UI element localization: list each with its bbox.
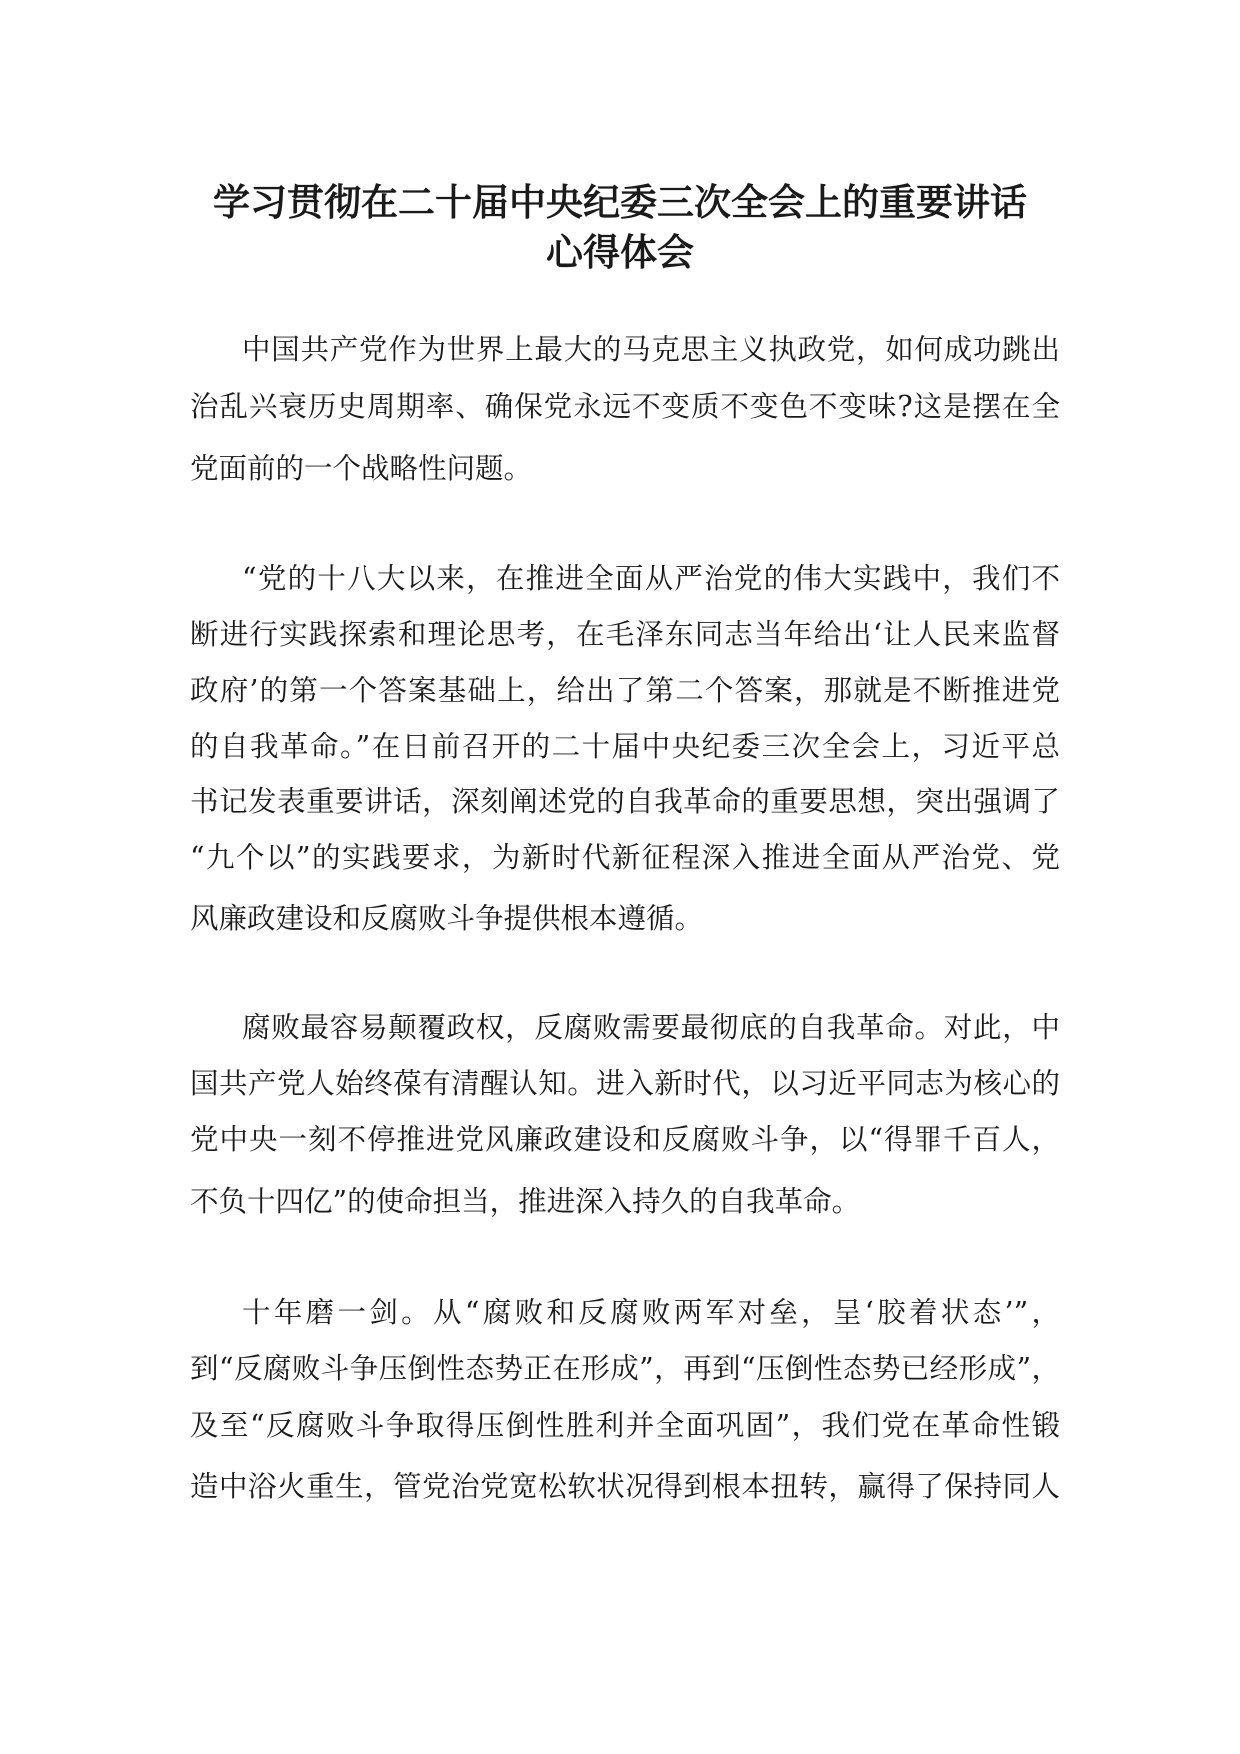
paragraph-line: 腐败最容易颠覆政权，反腐败需要最彻底的自我革命。对此，中 (242, 1011, 1060, 1044)
paragraph-line: 中国共产党作为世界上最大的马克思主义执政党，如何成功跳出 (242, 333, 1060, 366)
paragraph-line: 风廉政建设和反腐败斗争提供根本遵循。 (190, 902, 704, 935)
paragraph-line: 治乱兴衰历史周期率、确保党永远不变质不变色不变味?这是摆在全 (190, 390, 1060, 423)
paragraph-line: 的自我革命。”在日前召开的二十届中央纪委三次全会上，习近平总 (190, 730, 1060, 763)
paragraph-line: 政府’的第一个答案基础上，给出了第二个答案，那就是不断推进党 (190, 674, 1060, 707)
paragraph-line: 到“反腐败斗争压倒性态势正在形成”，再到“压倒性态势已经形成”， (190, 1352, 1060, 1385)
paragraph-line: 党中央一刻不停推进党风廉政建设和反腐败斗争，以“得罪千百人， (190, 1123, 1060, 1156)
paragraph-line: 书记发表重要讲话，深刻阐述党的自我革命的重要思想，突出强调了 (190, 785, 1060, 818)
paragraph-line: 造中浴火重生，管党治党宽松软状况得到根本扭转，赢得了保持同人 (190, 1470, 1060, 1503)
paragraph-line: “九个以”的实践要求，为新时代新征程深入推进全面从严治党、党 (190, 841, 1060, 874)
document-title-line-1: 学习贯彻在二十届中央纪委三次全会上的重要讲话 (213, 181, 1027, 224)
paragraph-line: “党的十八大以来，在推进全面从严治党的伟大实践中，我们不 (242, 562, 1060, 595)
paragraph-line: 断进行实践探索和理论思考，在毛泽东同志当年给出‘让人民来监督 (190, 618, 1060, 651)
document-title-line-2: 心得体会 (546, 231, 694, 274)
paragraph-line: 十年磨一剑。从“腐败和反腐败两军对垒，呈‘胶着状态’”， (242, 1296, 1060, 1329)
paragraph-line: 及至“反腐败斗争取得压倒性胜利并全面巩固”，我们党在革命性锻 (190, 1409, 1060, 1442)
paragraph-line: 党面前的一个战略性问题。 (190, 452, 533, 485)
paragraph-line: 不负十四亿”的使命担当，推进深入持久的自我革命。 (190, 1185, 861, 1218)
paragraph-line: 国共产党人始终葆有清醒认知。进入新时代，以习近平同志为核心的 (190, 1067, 1060, 1100)
